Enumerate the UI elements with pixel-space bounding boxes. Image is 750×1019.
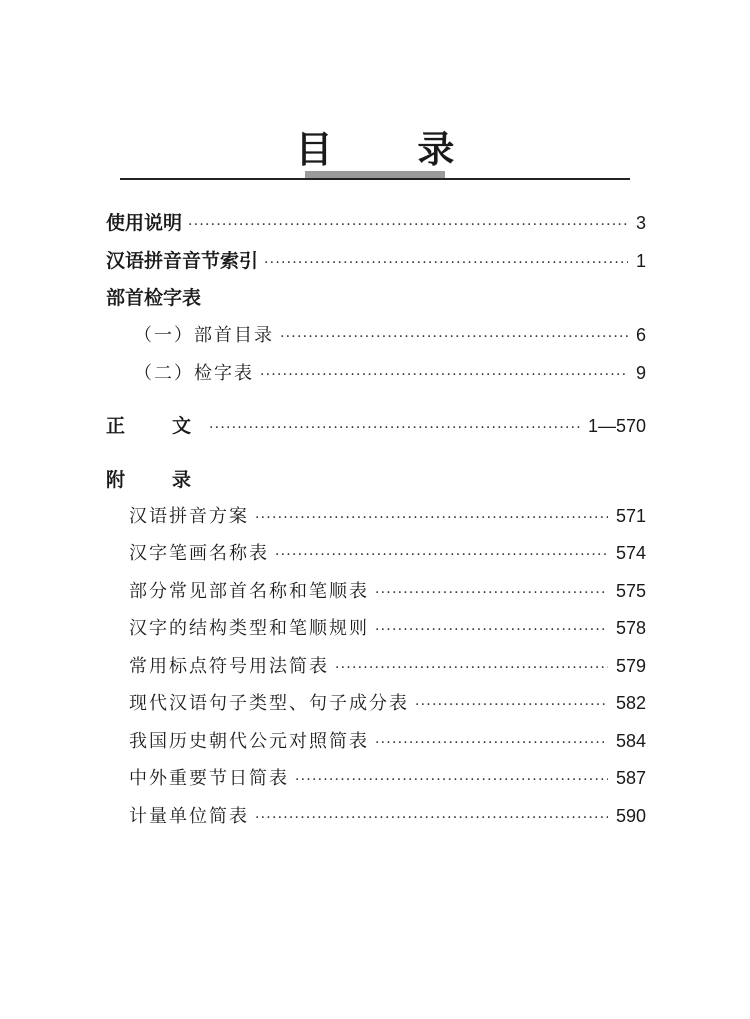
dot-leader xyxy=(275,542,608,568)
dot-leader xyxy=(255,805,608,831)
toc-page-number: 574 xyxy=(615,543,646,563)
toc-page-number: 575 xyxy=(615,581,646,601)
toc-entry-label: 正 文 xyxy=(106,415,206,437)
toc-entry-appendix[interactable] xyxy=(129,653,646,679)
toc-entry-radical-list[interactable] xyxy=(134,322,646,348)
toc-entry-label: 使用说明 xyxy=(106,212,183,234)
dot-leader xyxy=(375,617,608,643)
toc-entry-appendix[interactable] xyxy=(129,503,646,529)
dot-leader xyxy=(264,250,628,276)
dot-leader xyxy=(188,212,628,238)
toc-entry-label: 汉语拼音音节索引 xyxy=(106,250,259,272)
toc-entry-appendix[interactable] xyxy=(129,540,646,566)
toc-entry-label: 现代汉语句子类型、句子成分表 xyxy=(129,693,409,714)
toc-entry-appendix[interactable] xyxy=(129,765,646,791)
appendix-heading: 附 录 xyxy=(106,469,206,491)
radical-index-heading: 部首检字表 xyxy=(106,287,202,309)
toc-entry-main-text[interactable] xyxy=(106,413,646,439)
toc-page-number: 587 xyxy=(615,768,646,788)
toc-page-number: 9 xyxy=(635,363,646,383)
toc-entry-appendix[interactable] xyxy=(129,578,646,604)
toc-entry-label: （二）检字表 xyxy=(134,363,254,384)
toc-page-number: 579 xyxy=(615,656,646,676)
dot-leader xyxy=(375,730,608,756)
toc-page-number: 590 xyxy=(615,806,646,826)
dot-leader xyxy=(415,692,608,718)
toc-entry-pinyin-index[interactable] xyxy=(106,248,646,274)
toc-page-number: 582 xyxy=(615,693,646,713)
toc-entry-label: 部分常见部首名称和笔顺表 xyxy=(129,581,369,602)
toc-entry-appendix[interactable] xyxy=(129,690,646,716)
toc-page-number: 578 xyxy=(615,618,646,638)
toc-entry-usage-notes[interactable] xyxy=(106,210,646,236)
toc-entry-label: 汉字的结构类型和笔顺规则 xyxy=(129,618,369,639)
toc-entry-label: 我国历史朝代公元对照简表 xyxy=(129,731,369,752)
toc-entry-label: （一）部首目录 xyxy=(134,325,274,346)
dot-leader xyxy=(335,655,608,681)
toc-entry-appendix[interactable] xyxy=(129,803,646,829)
toc-page-number: 6 xyxy=(635,325,646,345)
toc-entry-label: 中外重要节日简表 xyxy=(129,768,289,789)
page-title: 目 录 xyxy=(295,128,491,171)
toc-page-number: 1 xyxy=(635,251,646,271)
toc-entry-label: 常用标点符号用法简表 xyxy=(129,656,329,677)
dot-leader xyxy=(375,580,608,606)
toc-entry-label: 汉语拼音方案 xyxy=(129,506,249,527)
toc-entry-label: 汉字笔画名称表 xyxy=(129,543,269,564)
toc-entry-appendix[interactable] xyxy=(129,615,646,641)
toc-entry-character-table[interactable] xyxy=(134,360,646,386)
title-divider xyxy=(120,178,630,180)
toc-page-number: 571 xyxy=(615,506,646,526)
toc-page-number: 1—570 xyxy=(587,416,646,436)
dot-leader xyxy=(295,767,608,793)
dot-leader xyxy=(209,415,580,441)
toc-page-number: 3 xyxy=(635,213,646,233)
toc-page-number: 584 xyxy=(615,731,646,751)
dot-leader xyxy=(280,324,628,350)
toc-entry-label: 计量单位简表 xyxy=(129,806,249,827)
dot-leader xyxy=(260,362,628,388)
dot-leader xyxy=(255,505,608,531)
toc-entry-appendix[interactable] xyxy=(129,728,646,754)
